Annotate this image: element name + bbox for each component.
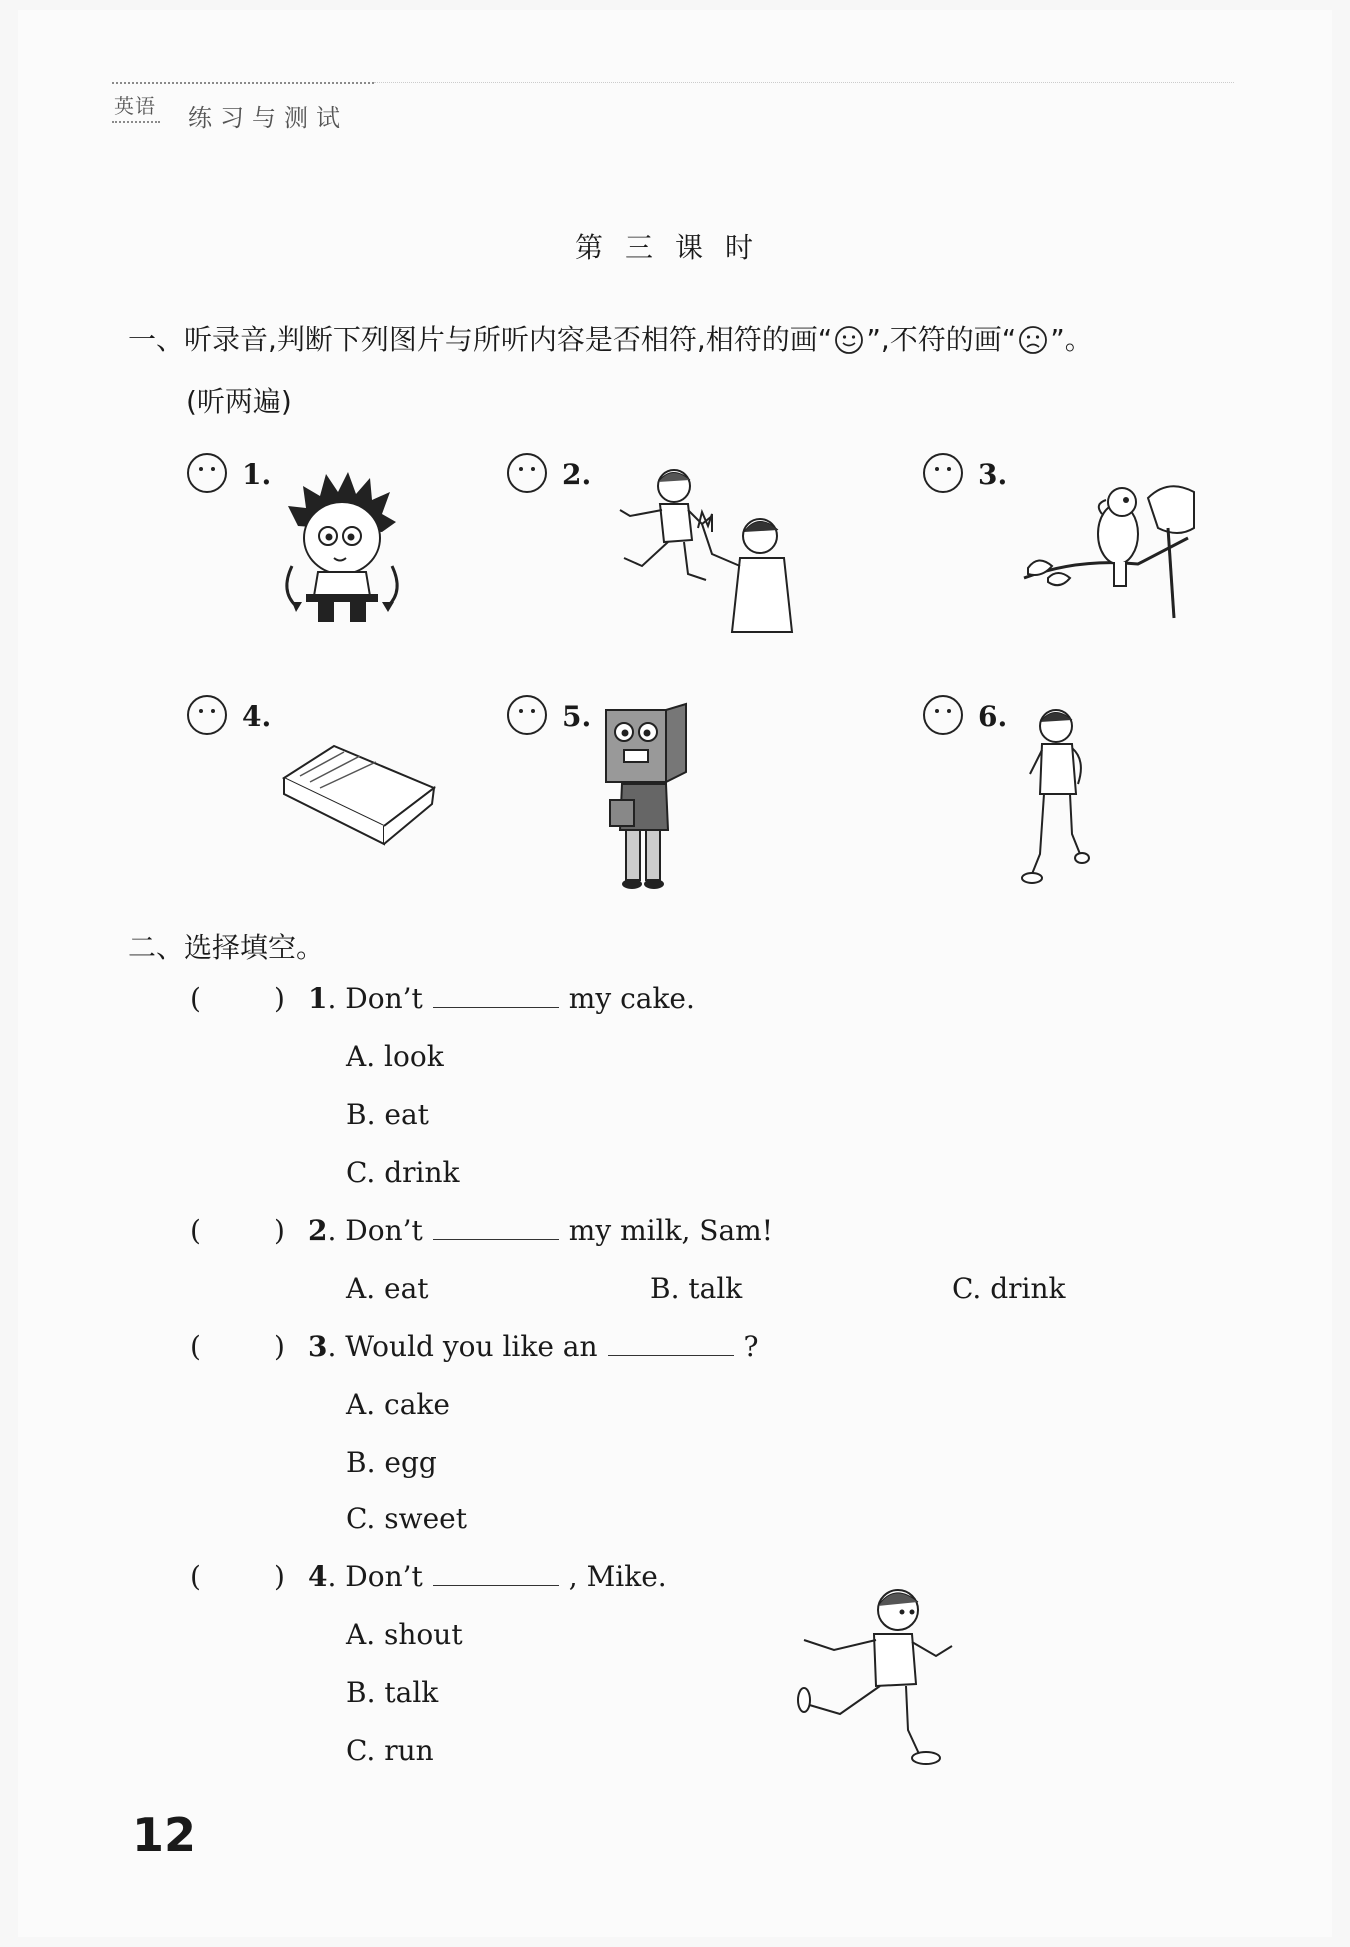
option-b[interactable]: B. egg [346, 1446, 437, 1479]
boy-walking-icon [1014, 704, 1104, 894]
answer-bracket-right: ) [274, 982, 285, 1015]
question-stem-start: Don’t [345, 982, 423, 1015]
section1-instruction [128, 318, 1093, 358]
section2-heading: 二、选择填空。 [128, 931, 325, 964]
question-1: 1. Don’t my cake. [308, 982, 695, 1015]
section1-instruction-middle: ”,不符的画“ [866, 323, 1017, 356]
answer-circle-icon[interactable] [922, 694, 964, 736]
robot-with-book-icon [602, 702, 712, 892]
item-number: 1. [242, 458, 272, 491]
item-number: 4. [242, 700, 272, 733]
listening-item-4 [186, 694, 486, 884]
answer-circle-icon[interactable] [186, 694, 228, 736]
question-stem-start: Don’t [345, 1214, 423, 1247]
answer-bracket-left: ( [190, 1560, 201, 1593]
listening-item-2 [506, 452, 806, 642]
option-b[interactable]: B. talk [650, 1272, 743, 1305]
question-number: 3 [308, 1330, 328, 1363]
answer-circle-icon[interactable] [922, 452, 964, 494]
section1-note: (听两遍) [186, 385, 292, 418]
boy-running-man-waving-icon [602, 462, 832, 642]
option-c[interactable]: C. sweet [346, 1502, 467, 1535]
item-number: 2. [562, 458, 592, 491]
page-number: 12 [132, 1808, 197, 1862]
option-a[interactable]: A. look [346, 1040, 444, 1073]
boy-sitting-turning-icon [278, 466, 408, 626]
listening-item-3 [922, 452, 1222, 642]
book-title: 练习与测试 [188, 104, 348, 132]
option-c[interactable]: C. drink [952, 1272, 1066, 1305]
answer-circle-icon[interactable] [506, 452, 548, 494]
item-number: 6. [978, 700, 1008, 733]
smiley-face-icon [834, 325, 864, 355]
question-stem-end: ? [743, 1330, 759, 1363]
item-number: 5. [562, 700, 592, 733]
section1-instruction-end: ”。 [1050, 323, 1093, 356]
question-stem-end: my cake. [568, 982, 695, 1015]
header-divider [374, 82, 1234, 83]
question-number: 1 [308, 982, 328, 1015]
option-a[interactable]: A. eat [346, 1272, 429, 1305]
question-3: 3. Would you like an ? [308, 1330, 759, 1363]
question-4: 4. Don’t , Mike. [308, 1560, 667, 1593]
answer-circle-icon[interactable] [186, 452, 228, 494]
answer-bracket-right: ) [274, 1214, 285, 1247]
question-stem-start: Would you like an [345, 1330, 598, 1363]
answer-blank[interactable] [608, 1331, 734, 1356]
question-2: 2. Don’t my milk, Sam! [308, 1214, 773, 1247]
question-number: 2 [308, 1214, 328, 1247]
item-number: 3. [978, 458, 1008, 491]
option-c[interactable]: C. drink [346, 1156, 460, 1189]
listening-item-5 [506, 694, 806, 884]
answer-bracket-right: ) [274, 1560, 285, 1593]
answer-bracket-left: ( [190, 1330, 201, 1363]
answer-blank[interactable] [433, 1561, 559, 1586]
question-number: 4 [308, 1560, 328, 1593]
option-b[interactable]: B. eat [346, 1098, 429, 1131]
question-stem-start: Don’t [345, 1560, 423, 1593]
answer-blank[interactable] [433, 983, 559, 1008]
answer-circle-icon[interactable] [506, 694, 548, 736]
sad-face-icon [1018, 325, 1048, 355]
listening-item-1 [186, 452, 486, 642]
question-stem-end: , Mike. [568, 1560, 667, 1593]
answer-bracket-left: ( [190, 1214, 201, 1247]
workbook-page [18, 10, 1332, 1937]
subject-tag: 英语 [112, 90, 160, 123]
section1-instruction-start: 一、听录音,判断下列图片与所听内容是否相符,相符的画“ [128, 323, 833, 356]
listening-item-6 [922, 694, 1222, 884]
lesson-title: 第三课时 [574, 231, 775, 264]
answer-bracket-right: ) [274, 1330, 285, 1363]
boy-running-icon [790, 1580, 960, 1770]
eraser-icon [280, 742, 440, 852]
question-stem-end: my milk, Sam! [568, 1214, 773, 1247]
option-b[interactable]: B. talk [346, 1676, 439, 1709]
answer-blank[interactable] [433, 1215, 559, 1240]
option-c[interactable]: C. run [346, 1734, 434, 1767]
option-a[interactable]: A. cake [346, 1388, 450, 1421]
parrot-on-branch-icon [1018, 478, 1198, 628]
page-header [112, 82, 374, 132]
option-a[interactable]: A. shout [346, 1618, 463, 1651]
answer-bracket-left: ( [190, 982, 201, 1015]
